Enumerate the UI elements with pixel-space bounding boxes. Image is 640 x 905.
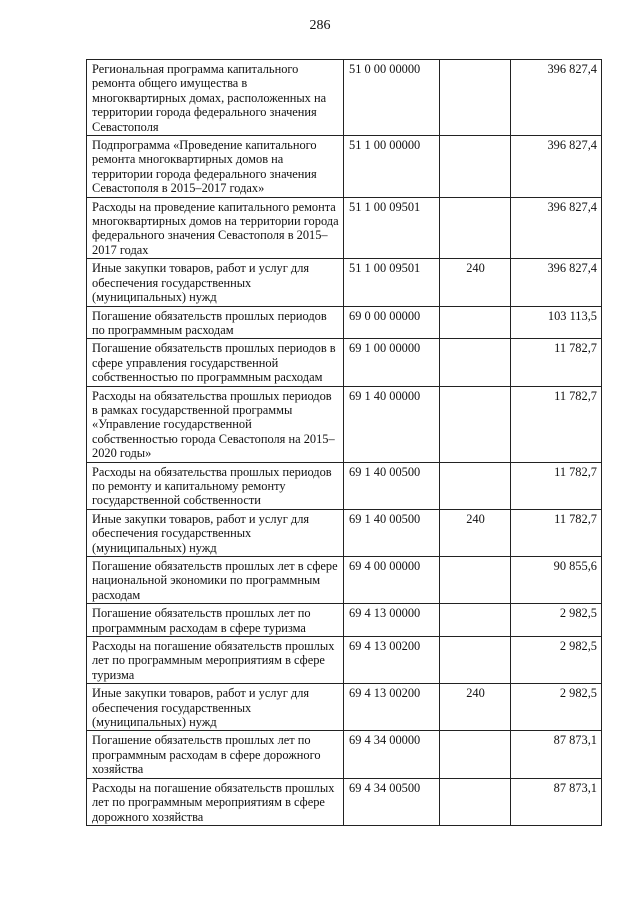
row-name-cell: Расходы на проведение капитального ремонта многоквартирных домов на территории города федерального значения Севастополя в 2015–2017 годах bbox=[87, 197, 344, 259]
row-expense-type-cell bbox=[440, 197, 511, 259]
row-code-cell: 69 4 00 00000 bbox=[344, 557, 440, 604]
row-expense-type-cell bbox=[440, 731, 511, 778]
row-name-cell: Расходы на погашение обязательств прошлых лет по программным мероприятиям в сфере туризма bbox=[87, 637, 344, 684]
row-sum-cell: 90 855,6 bbox=[511, 557, 602, 604]
row-name-cell: Иные закупки товаров, работ и услуг для обеспечения государственных (муниципальных) нужд bbox=[87, 509, 344, 556]
table-row bbox=[87, 731, 602, 778]
table-row bbox=[87, 60, 602, 136]
row-code-cell: 69 1 00 00000 bbox=[344, 339, 440, 386]
row-sum-cell: 2 982,5 bbox=[511, 684, 602, 731]
row-expense-type-cell bbox=[440, 604, 511, 637]
row-expense-type-cell: 240 bbox=[440, 509, 511, 556]
row-code-cell: 69 4 13 00000 bbox=[344, 604, 440, 637]
row-sum-cell: 396 827,4 bbox=[511, 259, 602, 306]
row-code-cell: 51 0 00 00000 bbox=[344, 60, 440, 136]
row-name-cell: Погашение обязательств прошлых лет по программным расходам в сфере туризма bbox=[87, 604, 344, 637]
table-row bbox=[87, 778, 602, 825]
row-code-cell: 69 1 40 00500 bbox=[344, 462, 440, 509]
row-sum-cell: 2 982,5 bbox=[511, 604, 602, 637]
row-name-cell: Погашение обязательств прошлых лет по программным расходам в сфере дорожного хозяйства bbox=[87, 731, 344, 778]
row-name-cell: Подпрограмма «Проведение капитального ремонта многоквартирных домов на территории города федерального значения Севастополя в 2015–2017 годах» bbox=[87, 136, 344, 198]
row-code-cell: 69 0 00 00000 bbox=[344, 306, 440, 339]
row-code-cell: 51 1 00 00000 bbox=[344, 136, 440, 198]
row-expense-type-cell bbox=[440, 557, 511, 604]
row-name-cell: Расходы на обязательства прошлых периодов в рамках государственной программы «Управление государственной собственностью города Севастополя на 2015–2020 годы» bbox=[87, 386, 344, 462]
row-name-cell: Региональная программа капитального ремонта общего имущества в многоквартирных домах, расположенных на территории города федерального значения Севастополя bbox=[87, 60, 344, 136]
row-code-cell: 51 1 00 09501 bbox=[344, 259, 440, 306]
row-code-cell: 69 4 34 00500 bbox=[344, 778, 440, 825]
row-code-cell: 69 4 34 00000 bbox=[344, 731, 440, 778]
row-expense-type-cell bbox=[440, 778, 511, 825]
row-expense-type-cell: 240 bbox=[440, 684, 511, 731]
row-sum-cell: 103 113,5 bbox=[511, 306, 602, 339]
row-name-cell: Погашение обязательств прошлых периодов по программным расходам bbox=[87, 306, 344, 339]
table-row bbox=[87, 386, 602, 462]
row-sum-cell: 87 873,1 bbox=[511, 731, 602, 778]
table-row bbox=[87, 462, 602, 509]
row-sum-cell: 11 782,7 bbox=[511, 509, 602, 556]
row-expense-type-cell bbox=[440, 60, 511, 136]
table-row bbox=[87, 637, 602, 684]
row-sum-cell: 396 827,4 bbox=[511, 197, 602, 259]
row-expense-type-cell: 240 bbox=[440, 259, 511, 306]
row-sum-cell: 87 873,1 bbox=[511, 778, 602, 825]
table-row bbox=[87, 509, 602, 556]
row-name-cell: Погашение обязательств прошлых лет в сфере национальной экономики по программным расходам bbox=[87, 557, 344, 604]
budget-table-body bbox=[87, 60, 602, 826]
row-code-cell: 69 1 40 00000 bbox=[344, 386, 440, 462]
row-sum-cell: 396 827,4 bbox=[511, 136, 602, 198]
row-expense-type-cell bbox=[440, 339, 511, 386]
row-expense-type-cell bbox=[440, 637, 511, 684]
row-code-cell: 69 4 13 00200 bbox=[344, 684, 440, 731]
row-sum-cell: 396 827,4 bbox=[511, 60, 602, 136]
row-sum-cell: 11 782,7 bbox=[511, 339, 602, 386]
row-expense-type-cell bbox=[440, 386, 511, 462]
row-expense-type-cell bbox=[440, 306, 511, 339]
budget-table bbox=[86, 59, 602, 826]
row-sum-cell: 2 982,5 bbox=[511, 637, 602, 684]
row-name-cell: Расходы на погашение обязательств прошлых лет по программным мероприятиям в сфере дорожного хозяйства bbox=[87, 778, 344, 825]
table-row bbox=[87, 306, 602, 339]
row-code-cell: 51 1 00 09501 bbox=[344, 197, 440, 259]
row-sum-cell: 11 782,7 bbox=[511, 462, 602, 509]
table-row bbox=[87, 136, 602, 198]
row-code-cell: 69 1 40 00500 bbox=[344, 509, 440, 556]
table-row bbox=[87, 684, 602, 731]
table-row bbox=[87, 197, 602, 259]
table-row bbox=[87, 339, 602, 386]
row-expense-type-cell bbox=[440, 136, 511, 198]
page-number: 286 bbox=[309, 18, 331, 33]
row-name-cell: Расходы на обязательства прошлых периодов по ремонту и капитальному ремонту государственной собственности bbox=[87, 462, 344, 509]
table-row bbox=[87, 604, 602, 637]
row-name-cell: Погашение обязательств прошлых периодов в сфере управления государственной собственностью по программным расходам bbox=[87, 339, 344, 386]
row-code-cell: 69 4 13 00200 bbox=[344, 637, 440, 684]
row-name-cell: Иные закупки товаров, работ и услуг для обеспечения государственных (муниципальных) нужд bbox=[87, 684, 344, 731]
row-name-cell: Иные закупки товаров, работ и услуг для обеспечения государственных (муниципальных) нужд bbox=[87, 259, 344, 306]
row-expense-type-cell bbox=[440, 462, 511, 509]
table-row bbox=[87, 259, 602, 306]
row-sum-cell: 11 782,7 bbox=[511, 386, 602, 462]
table-row bbox=[87, 557, 602, 604]
